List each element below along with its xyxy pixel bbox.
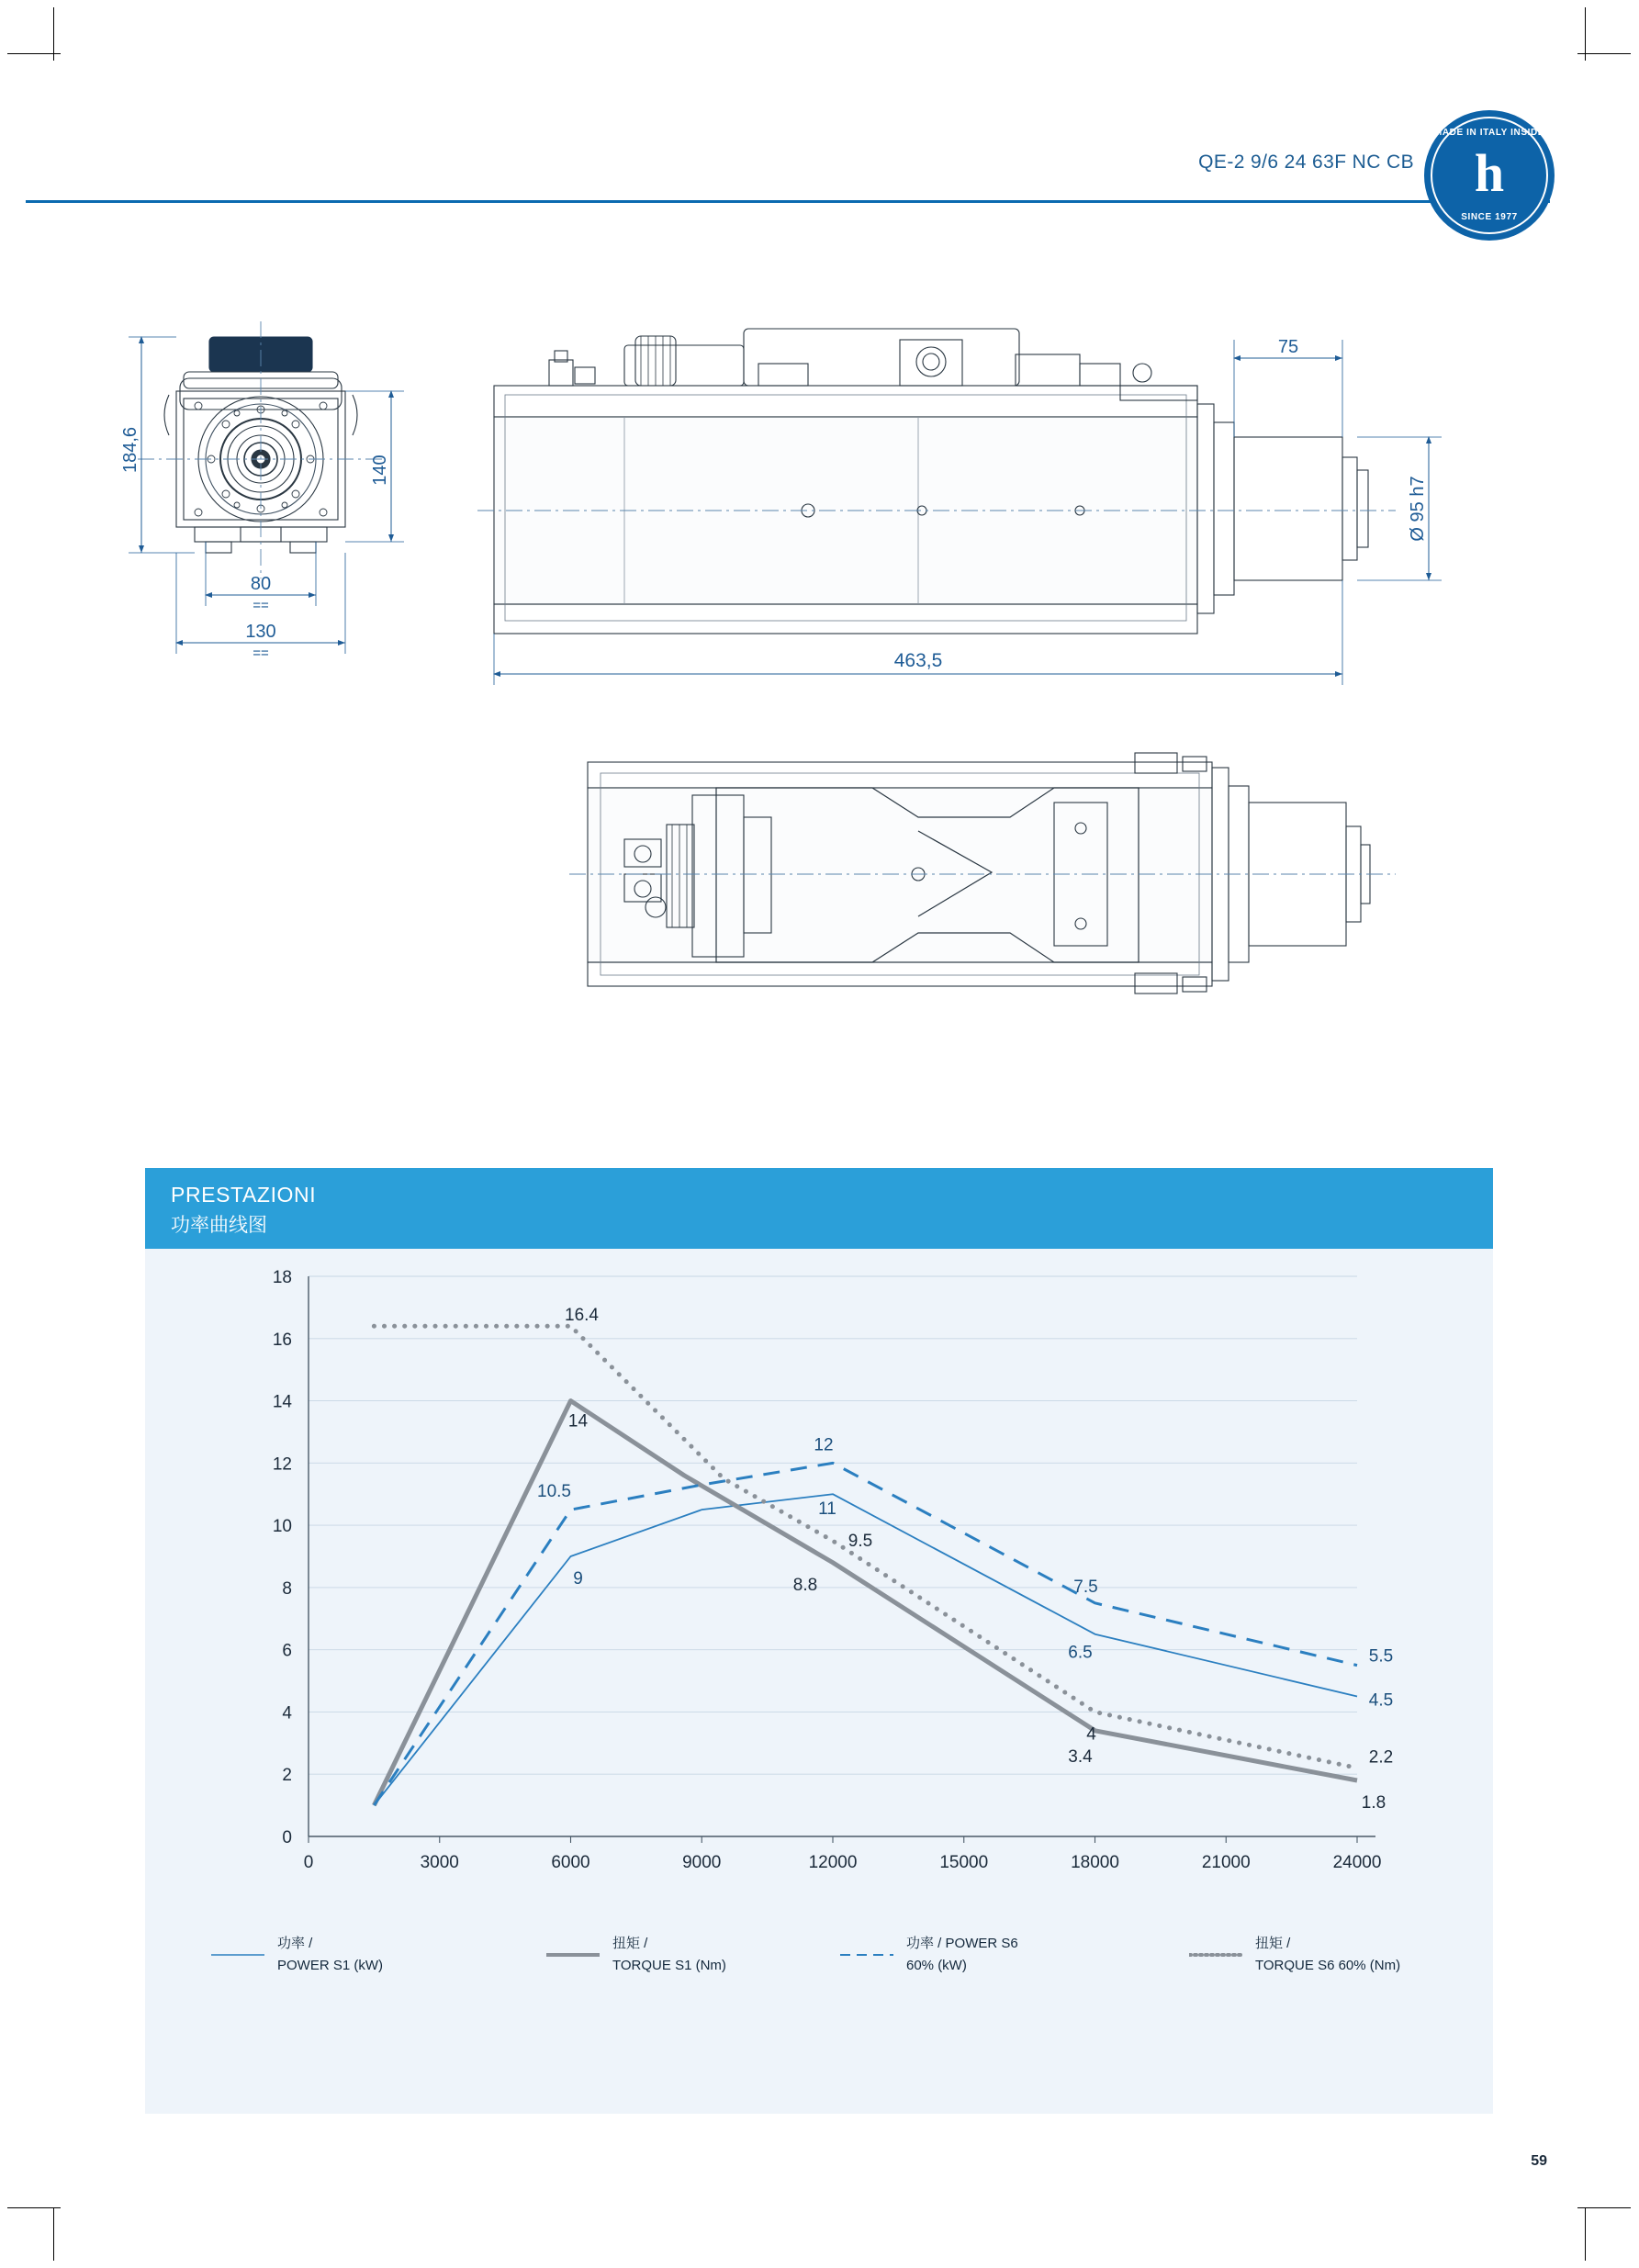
- data-label: 2.2: [1368, 1747, 1394, 1768]
- performance-title-it: PRESTAZIONI: [171, 1183, 317, 1207]
- y-tick-label: 18: [272, 1268, 292, 1287]
- legend-label-en: POWER S1 (kW): [277, 1958, 383, 1973]
- data-label: 7.5: [1073, 1577, 1098, 1597]
- data-label: 14: [567, 1411, 589, 1432]
- legend-sample-power-s6: [840, 1949, 893, 1960]
- legend-label-en2: 60% (kW): [906, 1958, 967, 1973]
- crop-mark-bottom-right-vertical: [1585, 2207, 1586, 2261]
- legend-label-zh: 扭矩 /: [612, 1936, 648, 1951]
- data-label: 5.5: [1368, 1646, 1394, 1667]
- legend-sample-power-s1: [211, 1949, 264, 1960]
- legend-label-en: TORQUE S6 60% (Nm): [1255, 1958, 1401, 1973]
- crop-mark-bottom-left-horizontal: [7, 2207, 61, 2208]
- data-label: 9: [573, 1569, 583, 1589]
- data-label: 4.5: [1368, 1690, 1394, 1711]
- data-label: 16.4: [565, 1306, 599, 1326]
- performance-chart: [145, 1249, 1493, 1965]
- crop-mark-top-right-horizontal: [1577, 53, 1631, 54]
- dim-140: 140: [370, 455, 390, 486]
- y-tick-label: 14: [272, 1392, 292, 1412]
- y-tick-label: 0: [282, 1828, 292, 1847]
- dim-130-symbol: ==: [253, 646, 269, 661]
- y-tick-label: 4: [282, 1703, 292, 1723]
- x-tick-label: 18000: [1071, 1853, 1119, 1872]
- series-line-torque-s1-nm-: [374, 1401, 1357, 1806]
- page-number: 59: [1531, 2153, 1547, 2169]
- data-label: 1.8: [1361, 1793, 1386, 1813]
- y-tick-label: 8: [282, 1578, 292, 1599]
- header-divider: [26, 200, 1550, 203]
- dim-463-5: 463,5: [893, 650, 943, 671]
- x-tick-label: 6000: [551, 1853, 590, 1872]
- x-tick-label: 0: [303, 1853, 314, 1872]
- badge-bottom-text: SINCE 1977: [1461, 212, 1518, 222]
- badge-top-text: MADE IN ITALY INSIDE: [1433, 128, 1545, 138]
- performance-header: [145, 1168, 1493, 1249]
- x-tick-label: 24000: [1332, 1853, 1382, 1872]
- y-tick-label: 10: [272, 1517, 292, 1537]
- x-tick-label: 3000: [420, 1853, 459, 1872]
- legend-label-zh: 功率 /: [277, 1936, 313, 1951]
- data-label: 11: [818, 1499, 836, 1520]
- made-in-italy-badge: [1424, 110, 1555, 241]
- y-tick-label: 2: [282, 1766, 292, 1786]
- badge-h-logo: h: [1474, 143, 1505, 203]
- performance-title-zh: 功率曲线图: [171, 1215, 267, 1236]
- data-label: 3.4: [1068, 1746, 1093, 1767]
- chart-svg: [145, 1249, 1493, 1965]
- x-tick-label: 21000: [1201, 1853, 1251, 1872]
- dim-130: 130: [245, 622, 276, 642]
- legend-label-zh: 扭矩 /: [1255, 1936, 1291, 1951]
- x-tick-label: 12000: [808, 1853, 858, 1872]
- dim-diameter: Ø 95 h7: [1408, 476, 1428, 542]
- legend-sample-torque-s1: [546, 1949, 600, 1960]
- legend-sample-torque-s6: [1189, 1949, 1242, 1960]
- legend-label-en: TORQUE S1 (Nm): [612, 1958, 726, 1973]
- y-tick-label: 6: [282, 1641, 292, 1661]
- page-title: QE-2 9/6 24 63F NC CB: [1198, 152, 1414, 173]
- data-label: 12: [814, 1435, 834, 1455]
- y-tick-label: 12: [272, 1454, 292, 1475]
- legend-label-zh: 功率 / POWER S6: [906, 1936, 1018, 1951]
- crop-mark-top-left-horizontal: [7, 53, 61, 54]
- data-label: 4: [1086, 1724, 1096, 1745]
- dim-75: 75: [1277, 337, 1299, 357]
- y-tick-label: 16: [272, 1330, 292, 1350]
- dim-184-6: 184,6: [120, 426, 140, 474]
- dim-80-symbol: ==: [253, 598, 269, 613]
- drawings-svg: [110, 303, 1506, 1093]
- dim-80: 80: [250, 574, 272, 594]
- crop-mark-bottom-right-horizontal: [1577, 2207, 1631, 2208]
- x-tick-label: 9000: [682, 1853, 722, 1872]
- data-label: 10.5: [537, 1482, 571, 1502]
- data-label: 8.8: [792, 1575, 818, 1595]
- technical-drawings: [110, 303, 1506, 1093]
- chart-legend: [37, 1933, 1414, 2015]
- data-label: 6.5: [1068, 1643, 1093, 1663]
- x-tick-label: 15000: [939, 1853, 989, 1872]
- data-label: 9.5: [848, 1532, 873, 1552]
- crop-mark-bottom-left-vertical: [53, 2207, 54, 2261]
